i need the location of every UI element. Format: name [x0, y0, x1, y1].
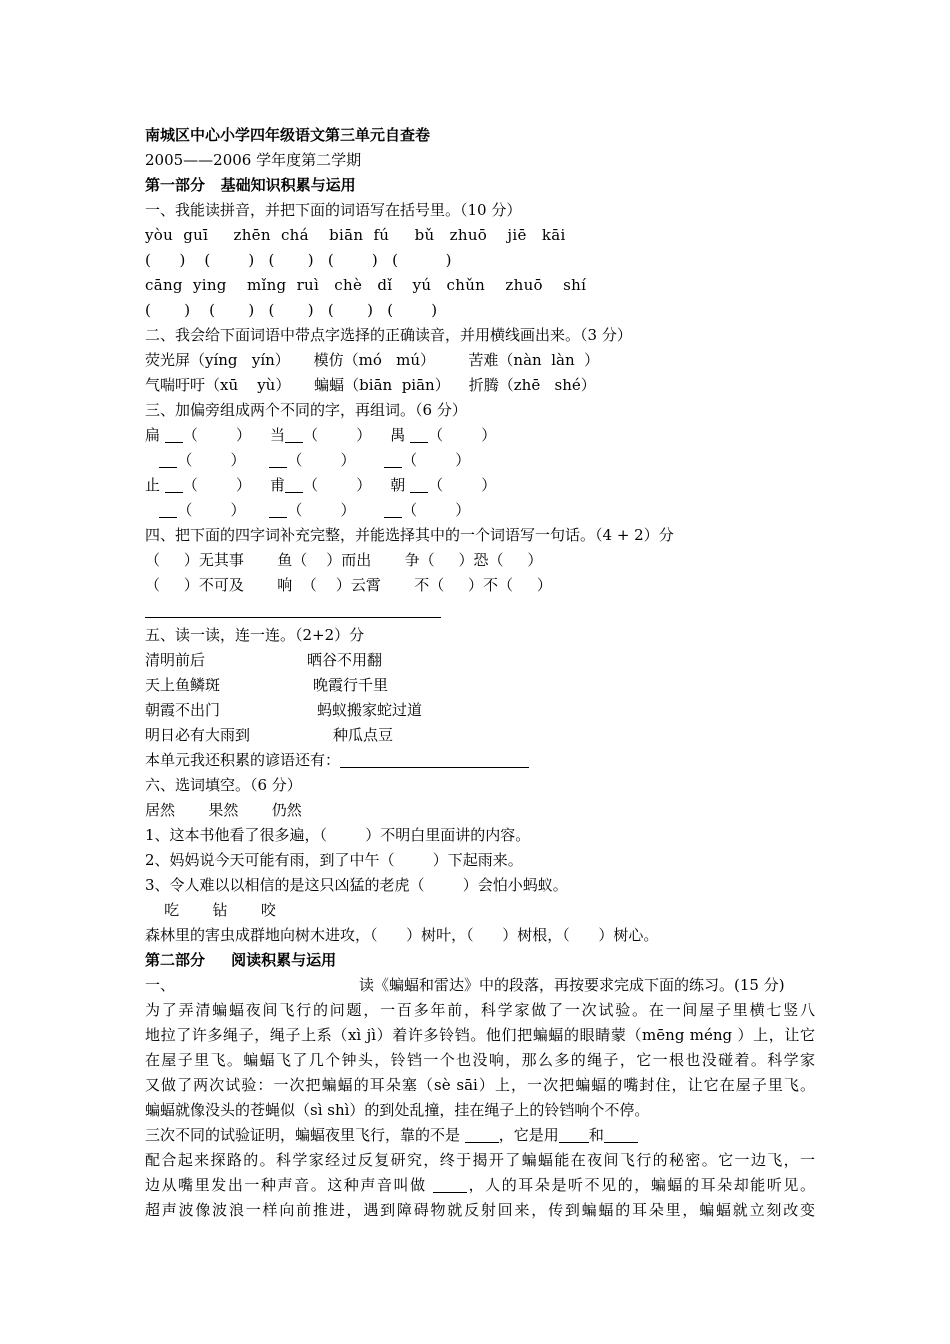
q4-prompt: 四、把下面的四字词补充完整，并能选择其中的一个词语写一句话。（4 + 2）分 [145, 526, 674, 544]
q1-pinyin-row-2: cāng ying mǐng ruì chè dǐ yú chǔn zhuō shí [145, 276, 587, 294]
answer-underline[interactable] [340, 751, 529, 768]
passage-line: 为了弄清蝙蝠夜间飞行的问题，一百多年前，科学家做了一次试验。在一间屋子里横七竖八 [145, 1001, 815, 1019]
q3-blank[interactable] [410, 428, 428, 443]
passage-line: 配合起来探路的。科学家经过反复研究，终于揭开了蝙蝠能在夜间飞行的秘密。它一边飞，一 [145, 1151, 815, 1169]
reading-passage [145, 998, 815, 1223]
q3-row-4: （ ） （ ） （ ） [145, 498, 815, 523]
answer-blank[interactable] [559, 1126, 589, 1143]
q6-words-2: 吃 钻 咬 [145, 901, 276, 919]
q3-row-3: 止 （ ） 甫 （ ） 朝 （ ） [145, 476, 497, 494]
answer-blank[interactable] [465, 1126, 499, 1143]
exam-title: 南城区中心小学四年级语文第三单元自查卷 [145, 126, 431, 144]
q5-pair-4: 明日必有大雨到 种瓜点豆 [145, 726, 394, 744]
q5-prompt: 五、读一读，连一连。（2+2）分 [145, 626, 365, 644]
q6-sentence-1[interactable]: 1、这本书他看了很多遍，（ ）不明白里面讲的内容。 [145, 826, 531, 844]
q3-blank[interactable] [165, 478, 183, 493]
q3-blank[interactable] [285, 428, 303, 443]
q6-sentence-2[interactable]: 2、妈妈说今天可能有雨，到了中午（ ）下起雨来。 [145, 851, 523, 869]
q4-sentence-line[interactable] [145, 598, 815, 623]
q3-char: 扁 [145, 426, 161, 444]
passage-line-with-blank: 边从嘴里发出一种声音。这种声音叫做 ，人的耳朵是听不见的，蝙蝠的耳朵却能听见。 [145, 1176, 815, 1194]
q2-row-1: 荧光屏（yíng yín） 模仿（mó mú） 苦难（nàn làn ） [145, 351, 600, 369]
reading-q1-prompt: 一、 读《蝙蝠和雷达》中的段落，再按要求完成下面的练习。(15 分) [145, 976, 785, 994]
q3-row-1: 扁 （ ） 当 （ ） 禺 （ ） [145, 426, 497, 444]
q4-row-2[interactable]: （ ）不可及 响 （ ）云霄 不（ ）不（ ） [145, 576, 552, 594]
q5-extra: 本单元我还积累的谚语还有： [145, 748, 815, 773]
q3-blank[interactable] [159, 453, 177, 468]
q5-pair-2: 天上鱼鳞斑 晚霞行千里 [145, 676, 389, 694]
q6-sentence-4[interactable]: 森林里的害虫成群地向树木进攻，（ ）树叶，（ ）树根，（ ）树心。 [145, 926, 659, 944]
q3-blank[interactable] [165, 428, 183, 443]
answer-underline[interactable] [145, 601, 441, 618]
q3-blank[interactable] [384, 503, 402, 518]
answer-blank[interactable] [433, 1176, 467, 1193]
q5-pair-1: 清明前后 晒谷不用翻 [145, 651, 383, 669]
exam-page [145, 123, 815, 1223]
school-year: 2005——2006 学年度第二学期 [145, 151, 362, 169]
q3-blank[interactable] [269, 503, 287, 518]
passage-line: 地拉了许多绳子，绳子上系（xì jì）着许多铃铛。他们把蝙蝠的眼睛蒙（mēng méng ）上，让它 [145, 1026, 815, 1044]
passage-line: 超声波像波浪一样向前推进，遇到障碍物就反射回来，传到蝙蝠的耳朵里，蝙蝠就立刻改变 [145, 1201, 815, 1219]
q4-row-1[interactable]: （ ）无其事 鱼（ ）而出 争（ ）恐（ ） [145, 551, 543, 569]
q1-prompt: 一、我能读拼音，并把下面的词语写在括号里。（10 分） [145, 201, 522, 219]
q3-blank[interactable] [159, 503, 177, 518]
q1-blanks-row-1[interactable]: ( ) ( ) ( ) ( ) ( ) [145, 251, 452, 269]
q3-blank[interactable] [285, 478, 303, 493]
passage-blank-line: 三次不同的试验证明，蝙蝠夜里飞行，靠的不是 ，它是用 和 [145, 1123, 815, 1148]
q2-prompt: 二、我会给下面词语中带点字选择的正确读音，并用横线画出来。（3 分） [145, 326, 632, 344]
q3-blank[interactable] [384, 453, 402, 468]
q6-words-1: 居然 果然 仍然 [145, 801, 302, 819]
q3-blank[interactable] [269, 453, 287, 468]
passage-line: 在屋子里飞。蝙蝠飞了几个钟头，铃铛一个也没响，那么多的绳子，它一根也没碰着。科学家 [145, 1051, 815, 1069]
part1-heading: 第一部分 基础知识积累与运用 [145, 176, 356, 194]
passage-line: 又做了两次试验：一次把蝙蝠的耳朵塞（sè sāi）上，一次把蝙蝠的嘴封住，让它在屋子里飞。 [145, 1076, 815, 1094]
q1-blanks-row-2[interactable]: ( ) ( ) ( ) ( ) ( ) [145, 301, 438, 319]
q6-sentence-3[interactable]: 3、令人难以以相信的是这只凶猛的老虎（ ）会怕小蚂蚁。 [145, 876, 568, 894]
part2-heading: 第二部分 阅读积累与运用 [145, 951, 337, 969]
q3-blank[interactable] [410, 478, 428, 493]
q2-row-2: 气喘吁吁（xū yù） 蝙蝠（biān piān） 折腾（zhē shé） [145, 376, 596, 394]
q6-prompt: 六、选词填空。（6 分） [145, 776, 302, 794]
q3-row-2: （ ） （ ） （ ） [145, 448, 815, 473]
q1-pinyin-row-1: yòu guī zhēn chá biān fú bǔ zhuō jiē kāi [145, 226, 566, 244]
q3-prompt: 三、加偏旁组成两个不同的字，再组词。（6 分） [145, 401, 467, 419]
passage-line: 蝙蝠就像没头的苍蝇似（sì shì）的到处乱撞，挂在绳子上的铃铛响个不停。 [145, 1101, 650, 1119]
answer-blank[interactable] [604, 1126, 638, 1143]
q5-pair-3: 朝霞不出门 蚂蚁搬家蛇过道 [145, 701, 423, 719]
